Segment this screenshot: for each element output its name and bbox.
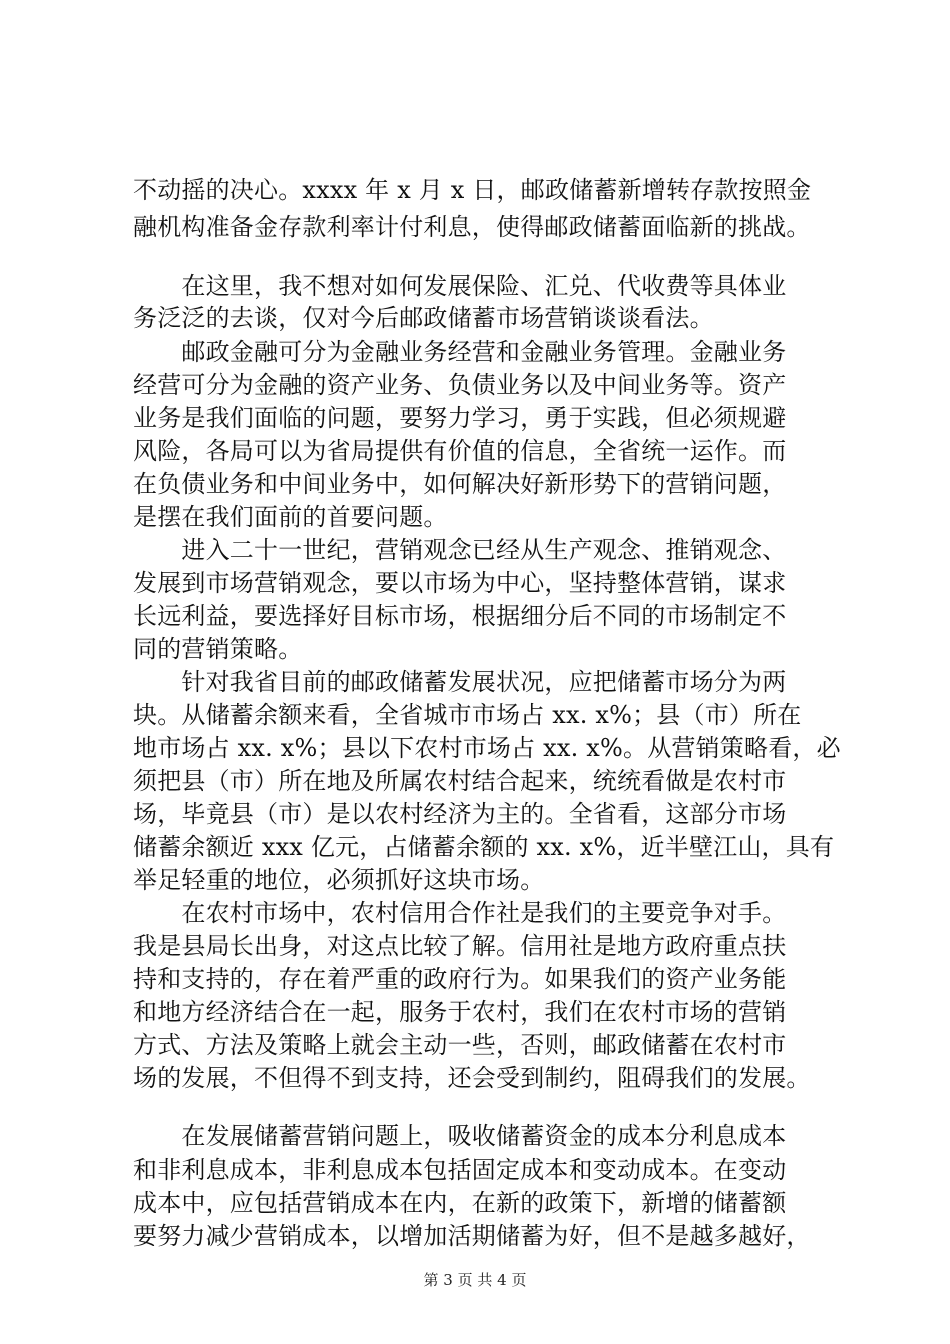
- text-line: 在这里，我不想对如何发展保险、汇兑、代收费等具体业: [133, 272, 787, 300]
- text-line: 地市场占 xx. x%；县以下农村市场占 xx. x%。从营销策略看，必: [133, 734, 841, 762]
- text-line: 块。从储蓄余额来看，全省城市市场占 xx. x%；县（市）所在: [133, 701, 802, 729]
- text-line: 和非利息成本，非利息成本包括固定成本和变动成本。在变动: [133, 1156, 787, 1184]
- text-line: 我是县局长出身，对这点比较了解。信用社是地方政府重点扶: [133, 932, 787, 960]
- text-line: 和地方经济结合在一起，服务于农村，我们在农村市场的营销: [133, 998, 787, 1026]
- text-line: 举足轻重的地位，必须抓好这块市场。: [133, 866, 545, 894]
- text-line: 储蓄余额近 xxx 亿元，占储蓄余额的 xx. x%，近半壁江山，具有: [133, 833, 835, 861]
- text-line: 成本中，应包括营销成本在内，在新的政策下，新增的储蓄额: [133, 1189, 787, 1217]
- text-line: 融机构准备金存款利率计付利息，使得邮政储蓄面临新的挑战。: [133, 213, 811, 241]
- text-line: 须把县（市）所在地及所属农村结合起来，统统看做是农村市: [133, 767, 787, 795]
- text-line: 不动摇的决心。xxxx 年 x 月 x 日，邮政储蓄新增转存款按照金: [133, 176, 812, 204]
- text-line: 在负债业务和中间业务中，如何解决好新形势下的营销问题，: [133, 470, 787, 498]
- text-line: 发展到市场营销观念，要以市场为中心，坚持整体营销，谋求: [133, 569, 787, 597]
- text-line: 在农村市场中，农村信用合作社是我们的主要竞争对手。: [133, 899, 787, 927]
- text-line: 进入二十一世纪，营销观念已经从生产观念、推销观念、: [133, 536, 787, 564]
- text-line: 是摆在我们面前的首要问题。: [133, 503, 448, 531]
- text-line: 场，毕竟县（市）是以农村经济为主的。全省看，这部分市场: [133, 800, 787, 828]
- text-line: 长远利益，要选择好目标市场，根据细分后不同的市场制定不: [133, 602, 787, 630]
- text-line: 风险，各局可以为省局提供有价值的信息，全省统一运作。而: [133, 437, 787, 465]
- text-line: 要努力减少营销成本，以增加活期储蓄为好，但不是越多越好，: [133, 1222, 811, 1250]
- page-number: 第 3 页 共 4 页: [423, 1271, 527, 1289]
- text-line: 方式、方法及策略上就会主动一些，否则，邮政储蓄在农村市: [133, 1031, 787, 1059]
- text-line: 业务是我们面临的问题，要努力学习，勇于实践，但必须规避: [133, 404, 787, 432]
- text-line: 针对我省目前的邮政储蓄发展状况，应把储蓄市场分为两: [133, 668, 787, 696]
- text-line: 场的发展，不但得不到支持，还会受到制约，阻碍我们的发展。: [133, 1064, 811, 1092]
- text-line: 同的营销策略。: [133, 635, 303, 663]
- text-line: 持和支持的，存在着严重的政府行为。如果我们的资产业务能: [133, 965, 787, 993]
- text-line: 经营可分为金融的资产业务、负债业务以及中间业务等。资产: [133, 371, 787, 399]
- text-line: 在发展储蓄营销问题上，吸收储蓄资金的成本分利息成本: [133, 1122, 787, 1150]
- text-line: 邮政金融可分为金融业务经营和金融业务管理。金融业务: [133, 338, 787, 366]
- text-line: 务泛泛的去谈，仅对今后邮政储蓄市场营销谈谈看法。: [133, 304, 714, 332]
